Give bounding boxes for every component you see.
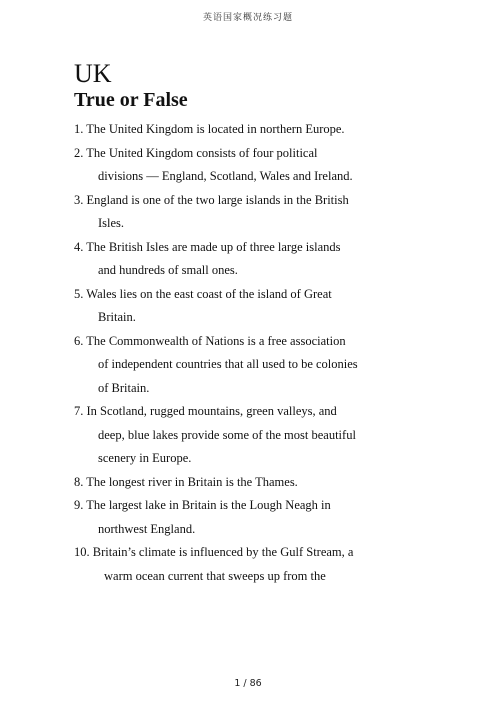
question-text: 5. Wales lies on the east coast of the island of Great xyxy=(74,286,332,301)
question-text-continuation: northwest England. xyxy=(98,521,196,536)
question-text: 9. The largest lake in Britain is the Lough Neagh in xyxy=(74,498,331,512)
question-text-continuation: divisions — England, Scotland, Wales and Ireland. xyxy=(98,169,353,183)
question-item xyxy=(74,471,474,495)
question-text: 10. Britain’s climate is influenced by the Gulf Stream, a xyxy=(74,545,354,559)
document-body xyxy=(74,60,474,588)
question-text: 4. The British Isles are made up of three large islands xyxy=(74,239,341,254)
question-text-continuation: of independent countries that all used to be colonies xyxy=(98,357,358,371)
question-text: 3. England is one of the two large islands in the British xyxy=(74,192,349,207)
question-text-continuation: deep, blue lakes provide some of the most beautiful xyxy=(98,427,356,442)
question-text-continuation: warm ocean current that sweeps up from the xyxy=(104,568,326,583)
question-text: 8. The longest river in Britain is the Thames. xyxy=(74,474,298,489)
question-item xyxy=(74,189,474,236)
question-item xyxy=(74,541,474,588)
question-item xyxy=(74,400,474,471)
question-text: 1. The United Kingdom is located in northern Europe. xyxy=(74,122,345,136)
question-text-continuation: of Britain. xyxy=(98,380,150,395)
question-item xyxy=(74,142,474,189)
question-item xyxy=(74,236,474,283)
question-text: 7. In Scotland, rugged mountains, green valleys, and xyxy=(74,404,337,418)
document-title: UK xyxy=(74,59,112,88)
question-item xyxy=(74,283,474,330)
page-number: 1 / 86 xyxy=(234,678,262,689)
section-heading: True or False xyxy=(74,89,188,111)
question-text: 2. The United Kingdom consists of four political xyxy=(74,145,318,160)
question-text-continuation: Britain. xyxy=(98,310,136,324)
question-text: 6. The Commonwealth of Nations is a free association xyxy=(74,333,346,348)
question-item xyxy=(74,118,474,142)
question-item xyxy=(74,330,474,401)
question-text-continuation: Isles. xyxy=(98,216,125,230)
question-item xyxy=(74,494,474,541)
question-text-continuation: scenery in Europe. xyxy=(98,451,192,465)
question-list xyxy=(74,118,474,588)
page-header: 英语国家概况练习题 xyxy=(202,13,293,23)
question-text-continuation: and hundreds of small ones. xyxy=(98,263,238,277)
